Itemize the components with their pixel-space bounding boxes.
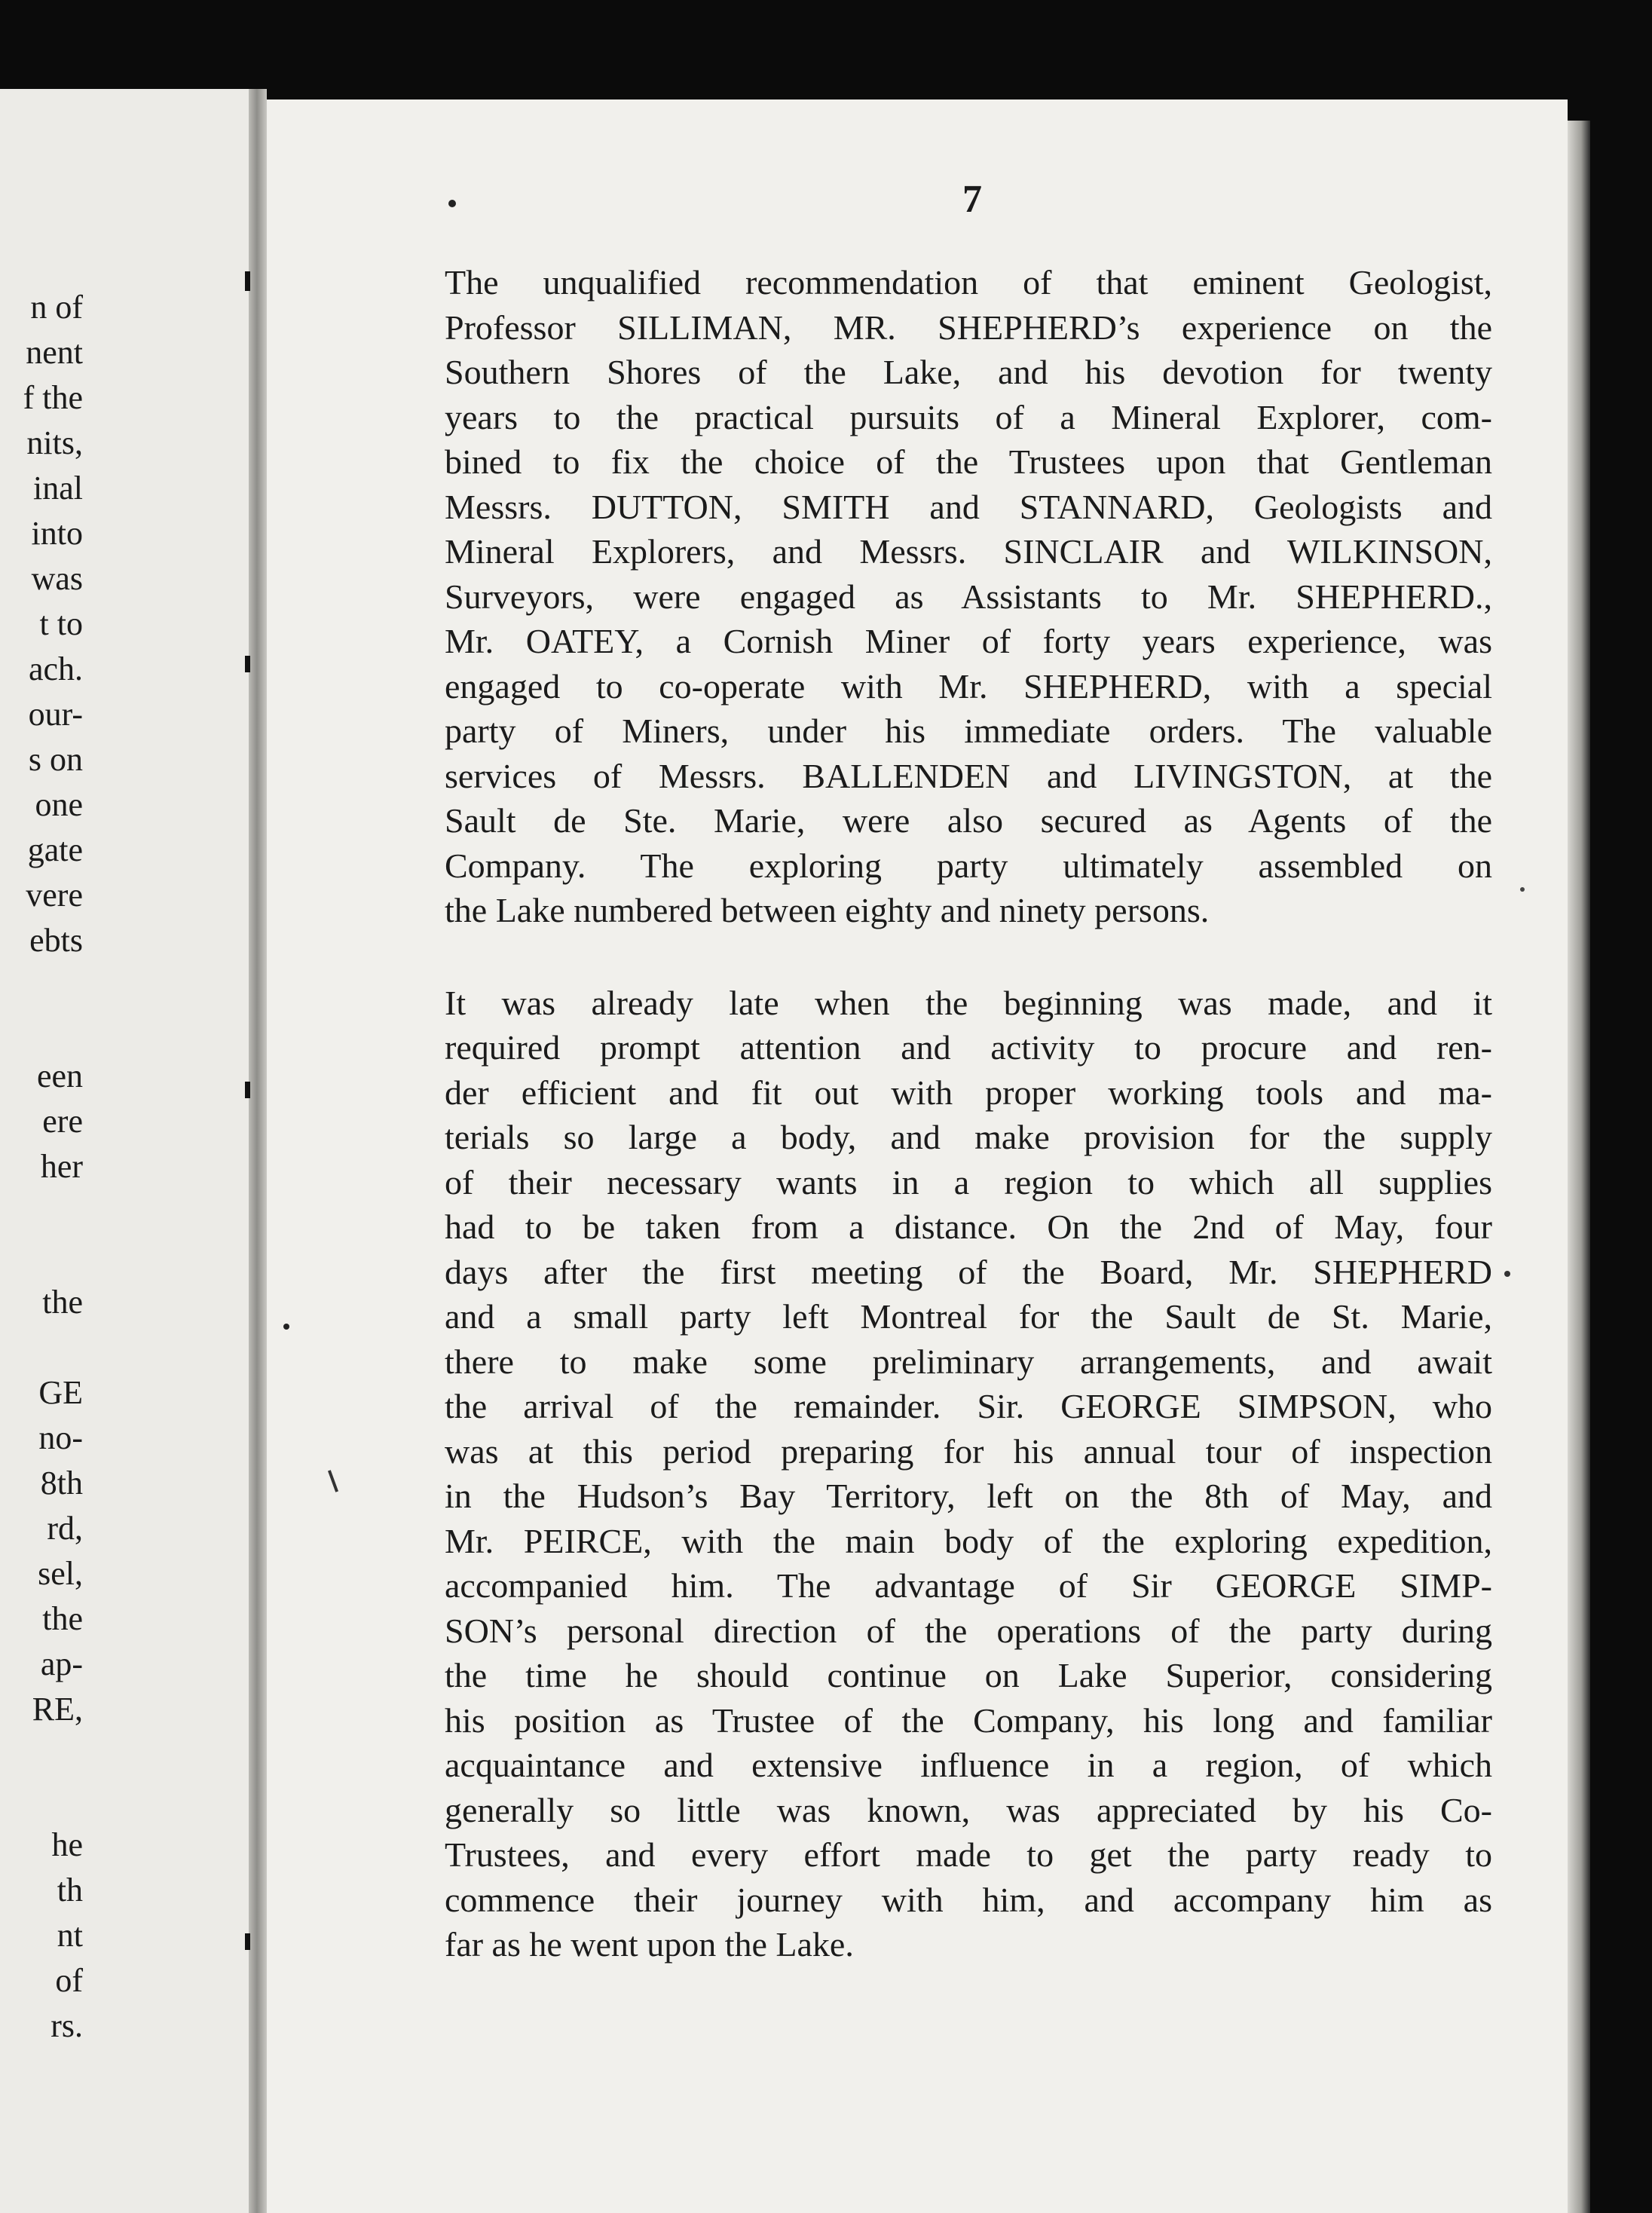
left-fragment: vere	[26, 877, 83, 914]
left-fragment	[0, 1777, 83, 1823]
left-fragment: ach.	[28, 650, 83, 687]
left-fragment: t to	[39, 605, 83, 642]
text-line: of their necessary wants in a region to which all supplies	[445, 1162, 1492, 1201]
text-line: Company. The exploring party ultimately assembled on	[445, 846, 1492, 885]
left-fragment: her	[40, 1148, 83, 1185]
text-line: required prompt attention and activity to procure and ren-	[445, 1028, 1492, 1067]
text-line: services of Messrs. BALLENDEN and LIVINGSTON, at the	[445, 756, 1492, 795]
text-line: Mineral Explorers, and Messrs. SINCLAIR and WILKINSON,	[445, 532, 1492, 571]
left-fragment: one	[35, 786, 83, 823]
left-fragment: gate	[27, 831, 83, 868]
left-fragment: he	[51, 1826, 83, 1863]
text-line: party of Miners, under his immediate orders. The valuable	[445, 712, 1492, 750]
text-line: the time he should continue on Lake Superior, considering	[445, 1656, 1492, 1694]
left-fragment: sel,	[38, 1555, 83, 1592]
left-fragment	[0, 1009, 83, 1054]
text-line: far as he went upon the Lake.	[445, 1925, 854, 1964]
left-fragment: our-	[28, 696, 83, 733]
text-line: Mr. OATEY, a Cornish Miner of forty years experience, was	[445, 622, 1492, 660]
text-line: there to make some preliminary arrangements, and await	[445, 1342, 1492, 1381]
text-line: generally so little was known, was appreciated by his Co-	[445, 1790, 1492, 1829]
left-fragment	[0, 1325, 83, 1370]
left-fragment: into	[31, 515, 83, 552]
book-gutter	[249, 89, 267, 2213]
left-fragment: RE,	[32, 1691, 83, 1728]
left-fragment	[0, 1235, 83, 1280]
left-fragment: ebts	[29, 922, 83, 959]
left-fragment: was	[31, 560, 83, 597]
left-fragment: th	[57, 1872, 83, 1908]
text-line: the Lake numbered between eighty and ninety persons.	[445, 891, 1210, 929]
left-fragment: GE	[38, 1374, 83, 1411]
text-line: acquaintance and extensive influence in a region, of which	[445, 1746, 1492, 1784]
left-fragment: rd,	[47, 1510, 83, 1547]
text-line: Professor SILLIMAN, MR. SHEPHERD’s experience on the	[445, 308, 1492, 347]
left-fragment	[0, 963, 83, 1009]
left-fragment: ere	[42, 1103, 83, 1140]
text-line: der efficient and fit out with proper working tools and ma-	[445, 1073, 1492, 1112]
text-line: The unqualified recommendation of that eminent Geologist,	[445, 263, 1492, 301]
left-fragment: the	[42, 1284, 83, 1321]
page-number: 7	[962, 178, 982, 221]
text-line: SON’s personal direction of the operations of the party during	[445, 1611, 1492, 1650]
left-fragment: nt	[57, 1917, 83, 1954]
text-line: was at this period preparing for his annual tour of inspection	[445, 1431, 1492, 1471]
left-fragment: nits,	[26, 424, 83, 461]
left-fragment: ap-	[40, 1645, 83, 1682]
body-text	[445, 260, 1492, 1967]
text-line: had to be taken from a distance. On the 2nd of May, four	[445, 1208, 1492, 1246]
text-line: the arrival of the remainder. Sir. GEORGE SIMPSON, who	[445, 1387, 1492, 1425]
left-fragment: of	[55, 1962, 83, 1999]
text-line: engaged to co-operate with Mr. SHEPHERD, with a special	[445, 666, 1492, 706]
text-line: Surveyors, were engaged as Assistants to Mr. SHEPHERD.,	[445, 577, 1492, 616]
left-fragment: the	[42, 1600, 83, 1637]
text-line: commence their journey with him, and accompany him as	[445, 1880, 1492, 1919]
text-line: Southern Shores of the Lake, and his devotion for twenty	[445, 353, 1492, 391]
left-fragment: een	[36, 1058, 83, 1094]
left-fragment: nent	[26, 334, 83, 371]
text-line: Sault de Ste. Marie, were also secured as Agents of the	[445, 801, 1492, 840]
left-fragment	[0, 1732, 83, 1777]
text-line: days after the first meeting of the Board, Mr. SHEPHERD	[445, 1252, 1492, 1291]
left-fragment: 8th	[40, 1465, 83, 1501]
text-line: terials so large a body, and make provision for the supply	[445, 1118, 1492, 1156]
page-edge	[1568, 121, 1590, 2213]
left-fragment: inal	[33, 470, 83, 507]
left-fragment: s on	[28, 741, 83, 778]
paragraph-1	[445, 260, 1492, 933]
left-fragment	[0, 1189, 83, 1235]
text-line: in the Hudson’s Bay Territory, left on the 8th of May, and	[445, 1477, 1492, 1515]
text-line: years to the practical pursuits of a Mineral Explorer, com-	[445, 397, 1492, 436]
text-line: Mr. PEIRCE, with the main body of the exploring expedition,	[445, 1521, 1492, 1560]
paragraph-2	[445, 981, 1492, 1967]
text-line: accompanied him. The advantage of Sir GEORGE SIMP-	[445, 1566, 1492, 1605]
left-fragment: rs.	[50, 2007, 83, 2044]
text-line: Messrs. DUTTON, SMITH and STANNARD, Geologists and	[445, 487, 1492, 526]
text-line: It was already late when the beginning was made, and it	[445, 983, 1492, 1022]
left-fragment: n of	[30, 289, 83, 326]
text-line: and a small party left Montreal for the Sault de St. Marie,	[445, 1297, 1492, 1336]
left-fragment: f the	[23, 379, 83, 416]
text-line: bined to fix the choice of the Trustees upon that Gentleman	[445, 442, 1492, 481]
text-line: his position as Trustee of the Company, his long and familiar	[445, 1700, 1492, 1740]
left-page-text-fragments	[0, 285, 83, 2049]
text-line: Trustees, and every effort made to get the party ready to	[445, 1835, 1492, 1874]
left-fragment: no-	[38, 1419, 83, 1456]
